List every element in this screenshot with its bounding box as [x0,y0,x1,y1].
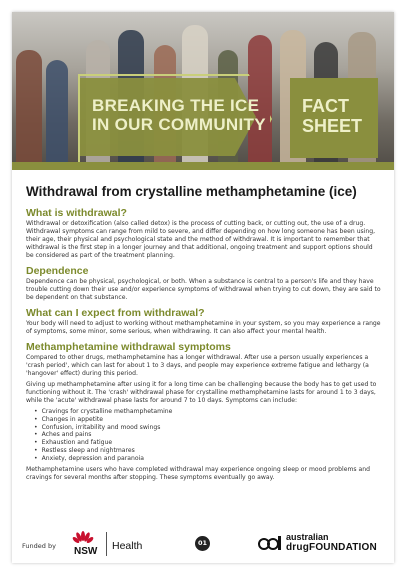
heading-what-is-withdrawal: What is withdrawal? [26,207,127,219]
list-item: • Changes in appetite [34,416,382,424]
symptoms-paragraph-2: Giving up methamphetamine after using it for a long time can be challenging because the body has to get used to functioning without it. The 'crash' withdrawal phase for crystalline methamphetamine lasts for around 1 to 3 days, while the 'acute' withdrawal phase lasts for around 7 to 10 days. Symptoms can include: [26,381,377,404]
what-to-expect-text: Your body will need to adjust to working without methamphetamine in your system, so you may experience a range of symptoms, some minor, some serious, when withdrawing. It can also affect your mental health. [26,320,381,335]
list-item: • Restless sleep and nightmares [34,447,382,455]
nsw-label: NSW [74,546,98,557]
page-title: Withdrawal from crystalline methamphetamine (ice) [26,184,357,199]
adf-logo-icon [256,532,284,554]
page-number-badge: 01 [195,536,210,551]
main-content [26,184,382,485]
list-item: • Cravings for crystalline methamphetamine [34,408,382,416]
adf-line-2: drugFOUNDATION [286,542,377,553]
dependence-text: Dependence can be physical, psychological, or both. When a substance is central to a person's life and they have trouble cutting down their use and/or experience symptoms of withdrawal when trying to cut down, they are said to be dependent on that substance. [26,278,381,301]
header-photo [12,12,394,170]
banner-title: BREAKING THE ICE IN OUR COMMUNITY [92,96,266,134]
adf-wordmark [286,533,377,553]
list-item: • Confusion, irritability and mood swings [34,424,382,432]
fact-sheet-label: FACT SHEET [302,96,363,136]
symptoms-list [26,408,382,463]
health-label: Health [112,540,143,552]
heading-dependence: Dependence [26,265,89,277]
symptoms-paragraph-1: Compared to other drugs, methamphetamine has a longer withdrawal. After use a person usually experiences a 'crash period', which can last for about 1 to 3 days, and people may experience extreme fatigue and lethargy (a 'hangover' effect) during this period. [26,354,369,377]
symptoms-paragraph-3: Methamphetamine users who have completed withdrawal may experience ongoing sleep or mood problems and cravings for several months after stopping. These symptoms eventually go away. [26,465,370,481]
what-is-withdrawal-text: Withdrawal or detoxification (also called detox) is the process of cutting back, or cutting out, the use of a drug. Withdrawal symptoms can range from mild to severe, and differ depending on how long someone has been using, their age, their physical and psychological state and the method of withdrawal. It is important to remember that withdrawal is the first step in a longer journey and that additional, ongoing treatment and support options should be considered as part of the treatment planning. [26,220,376,259]
footer [12,524,394,563]
heading-symptoms: Methamphetamine withdrawal symptoms [26,341,231,353]
heading-what-to-expect: What can I expect from withdrawal? [26,307,205,319]
list-item: • Aches and pains [34,431,382,439]
adf-line-1: australian [286,532,329,542]
logo-divider [106,532,107,556]
funded-by-label: Funded by [22,542,56,550]
banner-strip [12,162,394,170]
fact-sheet-page [12,12,394,563]
list-item: • Anxiety, depression and paranoia [34,455,382,463]
list-item: • Exhaustion and fatigue [34,439,382,447]
